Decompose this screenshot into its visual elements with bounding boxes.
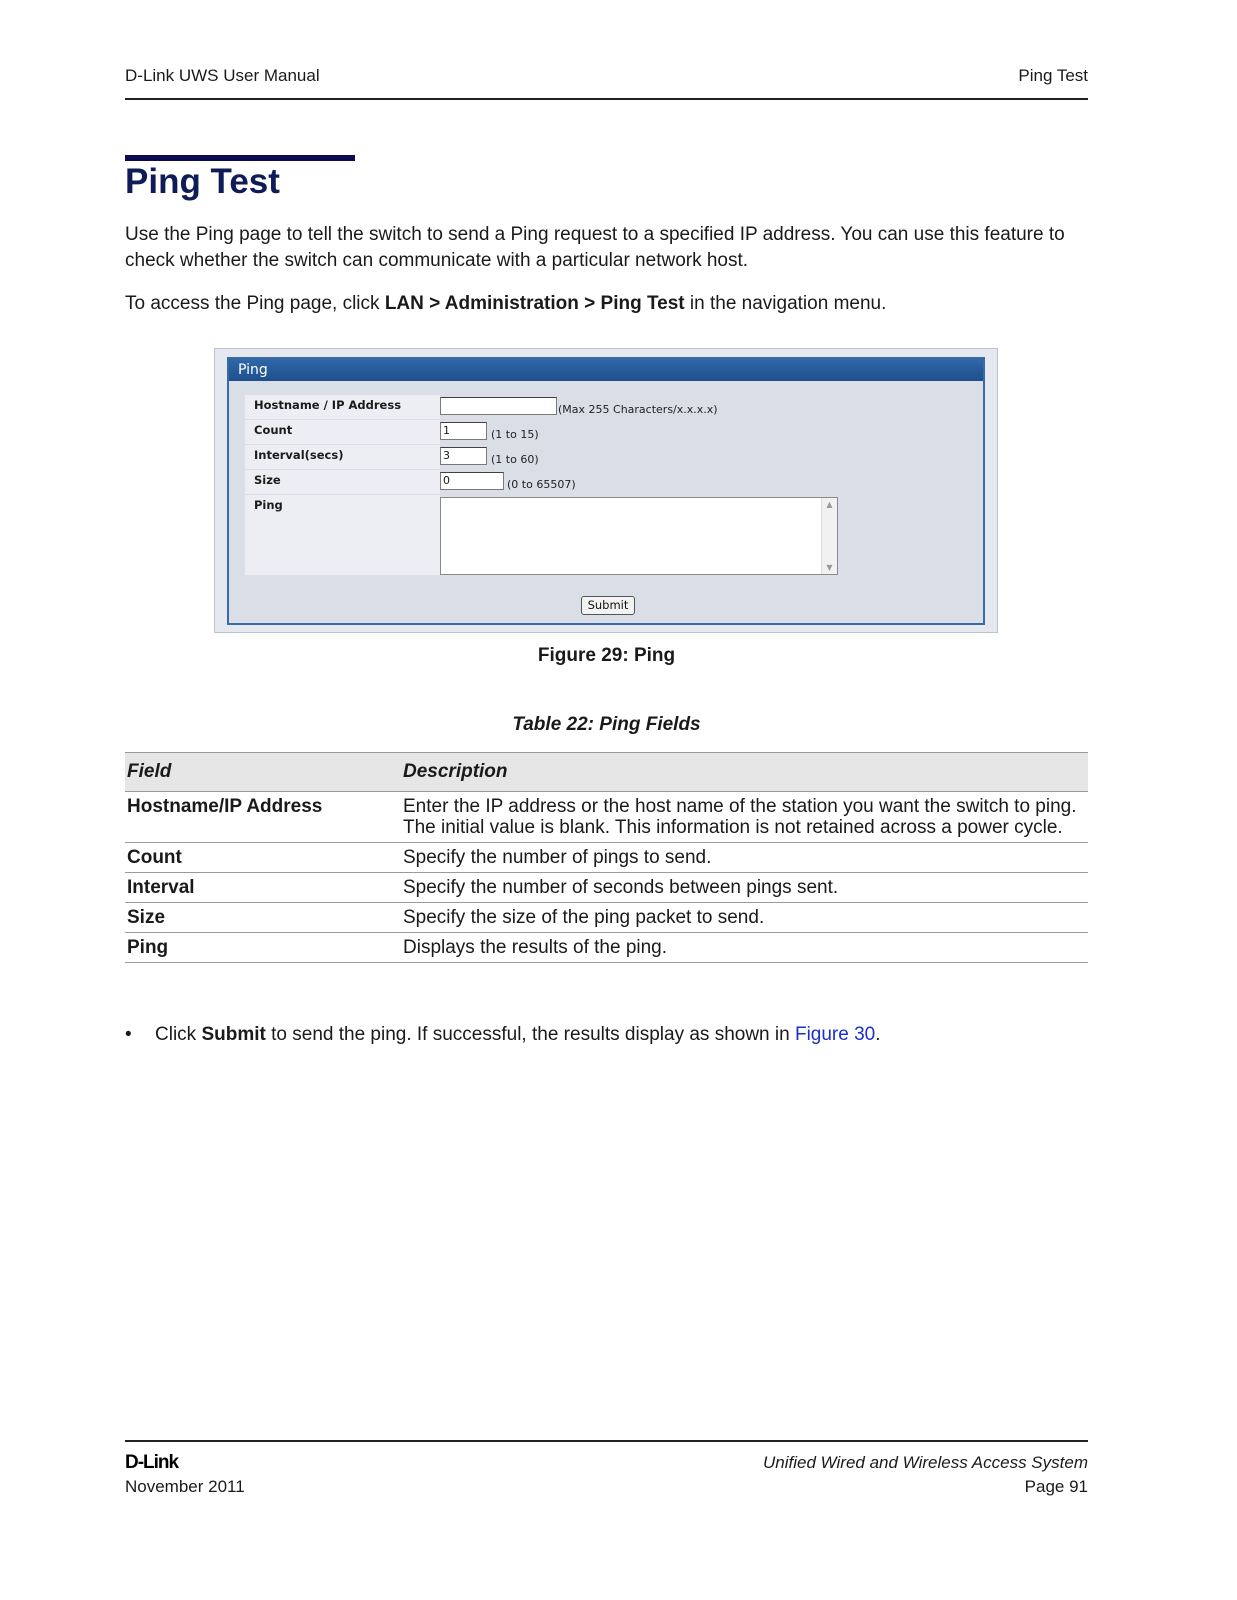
table-row xyxy=(125,903,1088,933)
figure-30-link[interactable]: Figure 30 xyxy=(794,1024,876,1045)
scroll-down-icon[interactable]: ▼ xyxy=(826,563,833,572)
submit-button[interactable]: Submit xyxy=(581,596,635,615)
count-label: Count xyxy=(245,420,440,444)
header-section-title: Ping Test xyxy=(1018,66,1088,85)
hostname-input[interactable] xyxy=(440,397,557,415)
table-row xyxy=(125,843,1088,873)
access-paragraph xyxy=(125,291,1088,317)
bullet-bold: Submit xyxy=(201,1024,266,1045)
manual-page xyxy=(125,0,1088,1600)
bullet-prefix: Click xyxy=(155,1024,202,1045)
row-field: Hostname/IP Address xyxy=(125,792,401,843)
ping-output-label: Ping xyxy=(245,495,440,575)
textarea-scrollbar[interactable] xyxy=(821,498,837,574)
row-description: Displays the results of the ping. xyxy=(401,933,1088,963)
table-row xyxy=(125,933,1088,963)
table-caption: Table 22: Ping Fields xyxy=(512,714,701,735)
bullet-middle: to send the ping. If successful, the results display as shown in xyxy=(265,1024,795,1045)
count-input[interactable]: 1 xyxy=(440,422,487,440)
size-label: Size xyxy=(245,470,440,494)
size-hint: (0 to 65507) xyxy=(507,478,576,491)
dlink-logo: D-Link xyxy=(125,1452,179,1473)
table-row xyxy=(125,873,1088,903)
page-title: Ping Test xyxy=(125,162,280,201)
row-description: Specify the number of pings to send. xyxy=(401,843,1088,873)
ping-panel-title: Ping xyxy=(229,359,983,381)
row-field: Interval xyxy=(125,873,401,903)
footer-date: November 2011 xyxy=(125,1477,245,1496)
access-suffix: in the navigation menu. xyxy=(684,293,887,314)
scroll-up-icon[interactable]: ▲ xyxy=(826,500,833,509)
header-manual-title: D-Link UWS User Manual xyxy=(125,66,320,85)
row-field: Count xyxy=(125,843,401,873)
interval-input[interactable]: 3 xyxy=(440,447,487,465)
ping-fields-table xyxy=(125,752,1088,963)
title-accent-bar xyxy=(125,155,355,161)
table-header-row xyxy=(125,753,1088,792)
table-row xyxy=(125,792,1088,843)
bullet-suffix: . xyxy=(875,1024,881,1045)
access-path: LAN > Administration > Ping Test xyxy=(384,293,685,314)
interval-label: Interval(secs) xyxy=(245,445,440,469)
row-field: Ping xyxy=(125,933,401,963)
count-hint: (1 to 15) xyxy=(491,428,539,441)
field-column-header: Field xyxy=(125,753,401,792)
interval-hint: (1 to 60) xyxy=(491,453,539,466)
row-description: Specify the number of seconds between pings sent. xyxy=(401,873,1088,903)
hostname-hint: (Max 255 Characters/x.x.x.x) xyxy=(558,403,718,416)
hostname-label: Hostname / IP Address xyxy=(245,395,440,419)
row-description: Specify the size of the ping packet to send. xyxy=(401,903,1088,933)
bullet-dot: • xyxy=(125,1024,132,1045)
row-description: Enter the IP address or the host name of the station you want the switch to ping. The initial value is blank. This information is not retained across a power cycle. xyxy=(401,792,1088,843)
intro-paragraph: Use the Ping page to tell the switch to send a Ping request to a specified IP address. You can use this feature to check whether the switch can communicate with a particular network host. xyxy=(125,224,1065,271)
page-header xyxy=(125,66,1088,100)
access-prefix: To access the Ping page, click xyxy=(125,293,385,314)
description-column-header: Description xyxy=(401,753,1088,792)
ping-screenshot xyxy=(214,348,998,633)
figure-caption: Figure 29: Ping xyxy=(537,645,676,666)
footer-page-number: Page 91 xyxy=(1024,1477,1088,1496)
footer-rule xyxy=(125,1440,1088,1442)
row-field: Size xyxy=(125,903,401,933)
submit-instruction xyxy=(125,1024,881,1046)
ping-output-textarea[interactable] xyxy=(440,497,838,575)
footer-system-name: Unified Wired and Wireless Access System xyxy=(762,1453,1088,1472)
ping-panel xyxy=(227,357,985,625)
size-input[interactable]: 0 xyxy=(440,472,504,490)
